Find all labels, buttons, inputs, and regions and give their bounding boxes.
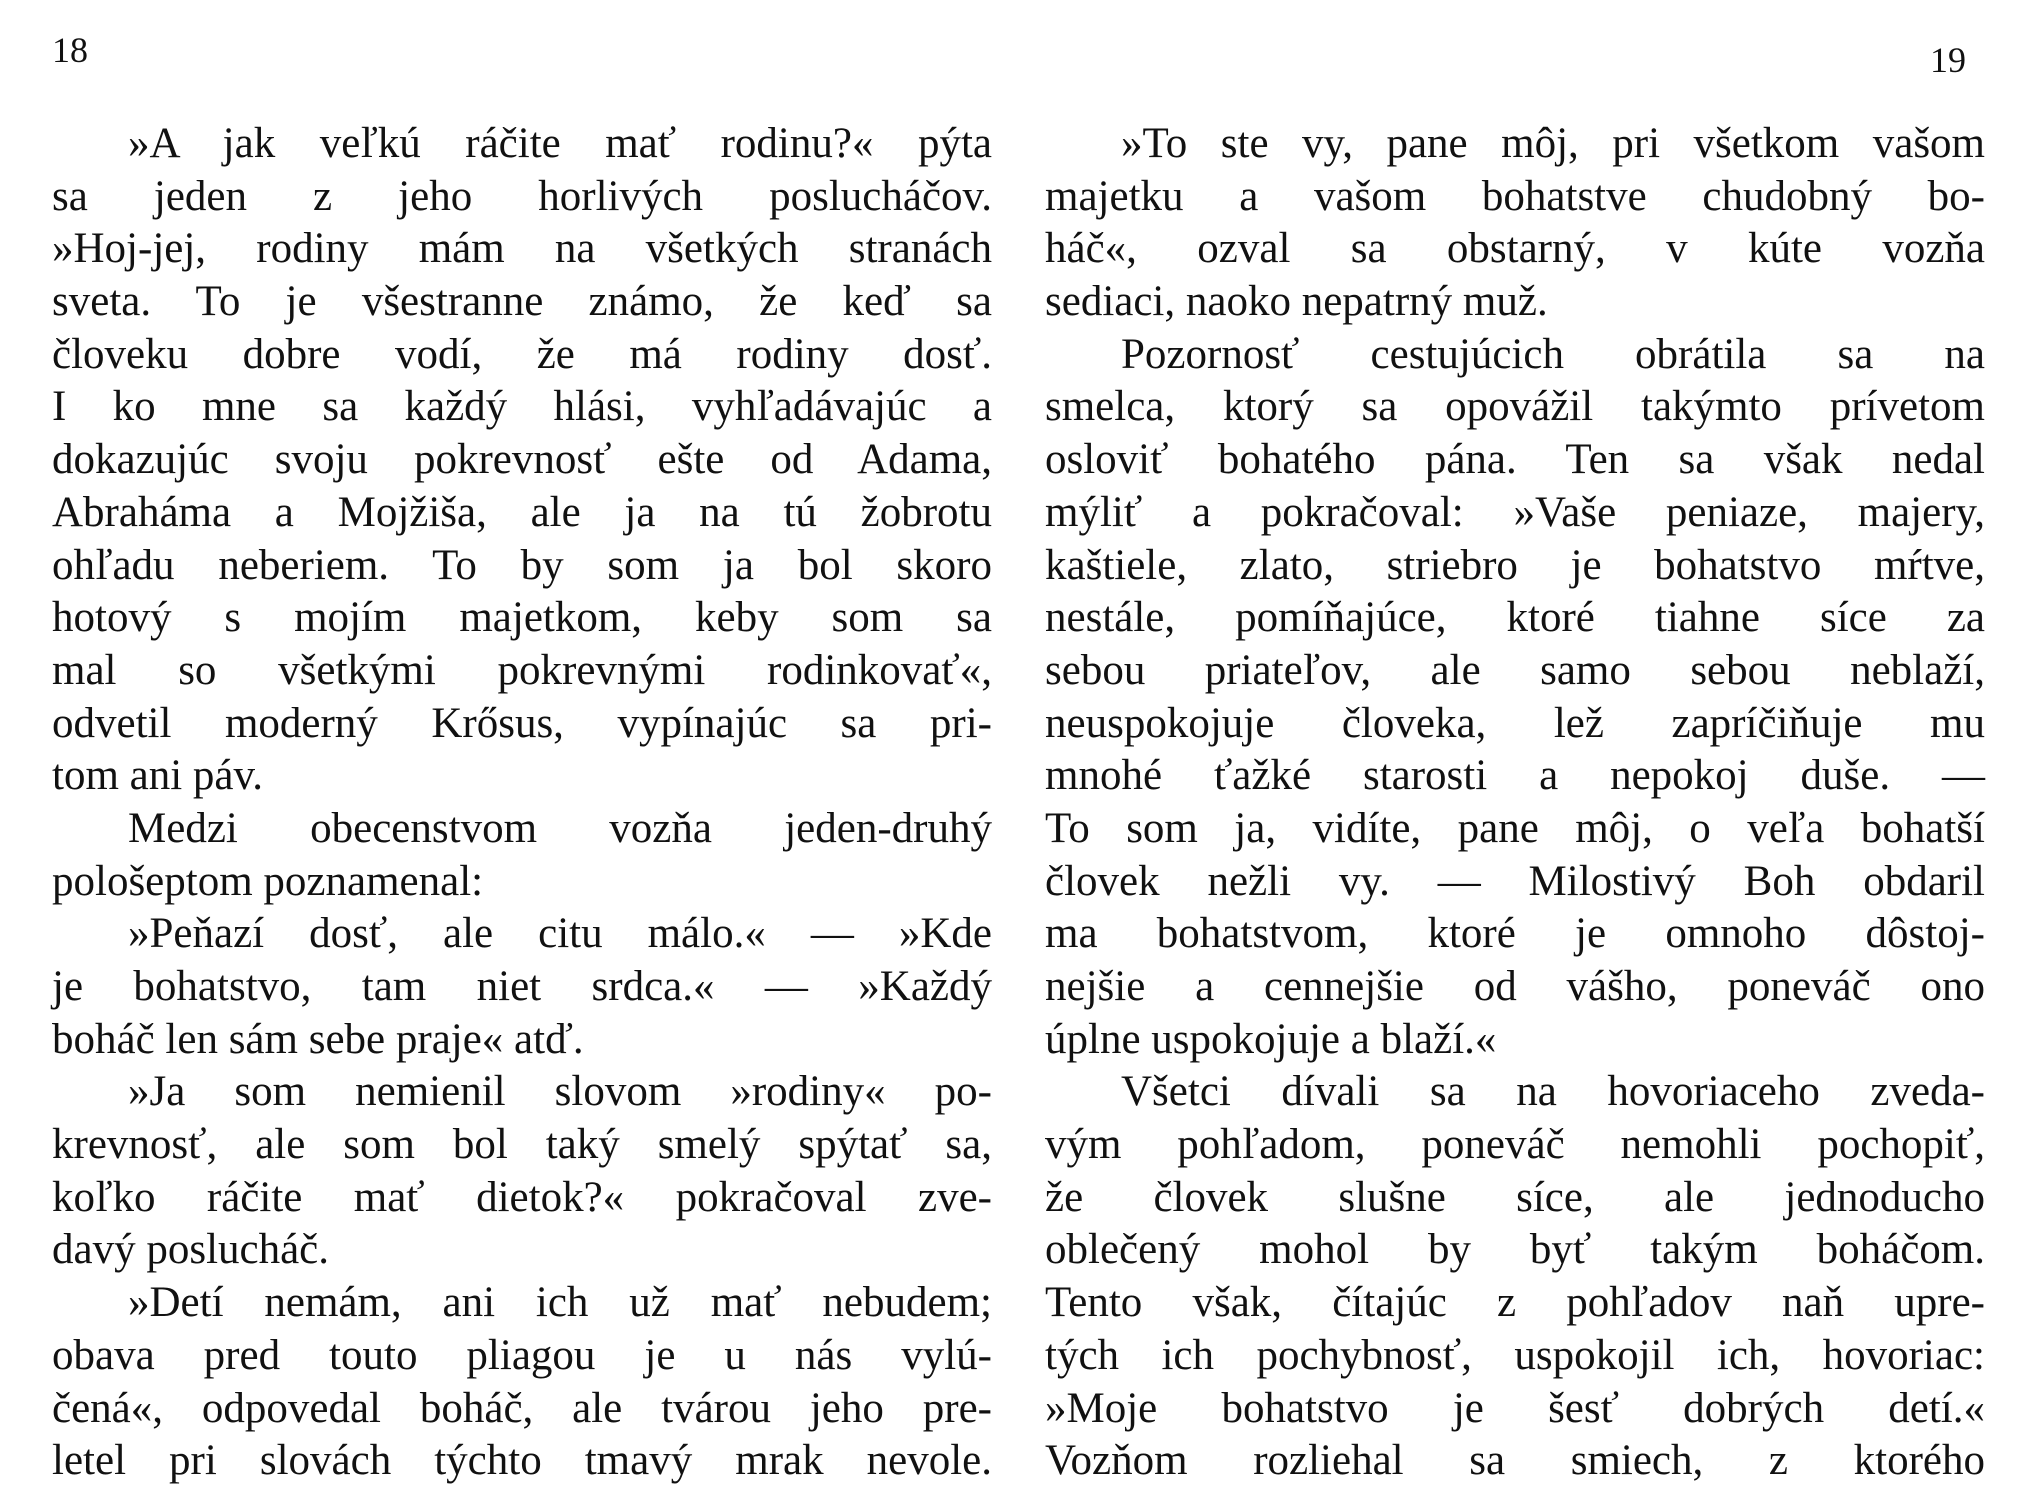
text-line: sediaci, naoko nepatrný muž. [1045, 278, 1548, 326]
text-line: letel pri slovách týchto tmavý mrak nevole. [52, 1437, 992, 1485]
text-line: sebou priateľov, ale samo sebou neblaží, [1045, 646, 1985, 694]
text-line: čená«, odpovedal boháč, ale tvárou jeho pre- [52, 1384, 992, 1432]
text-line: Pozornosť cestujúcich obrátila sa na [1121, 330, 1985, 378]
text-line: smelca, ktorý sa opovážil takýmto prívetom [1045, 383, 1985, 431]
text-line: človeku dobre vodí, že má rodiny dosť. [52, 330, 992, 378]
page-number-right: 19 [1930, 40, 1966, 80]
text-line: Vozňom rozliehal sa smiech, z ktorého [1045, 1437, 1985, 1485]
text-line: tých ich pochybnosť, uspokojil ich, hovoriac: [1045, 1331, 1985, 1379]
text-line: hotový s mojím majetkom, keby som sa [52, 594, 992, 642]
text-line: dokazujúc svoju pokrevnosť ešte od Adama, [52, 436, 992, 484]
text-line: háč«, ozval sa obstarný, v kúte vozňa [1045, 225, 1985, 273]
text-line: kaštiele, zlato, striebro je bohatstvo mŕtve, [1045, 541, 1985, 589]
text-line: »To ste vy, pane môj, pri všetkom vašom [1121, 120, 1985, 167]
text-line: človek nežli vy. — Milostivý Boh obdaril [1045, 857, 1985, 905]
text-line: Tento však, čítajúc z pohľadov naň upre- [1045, 1279, 1985, 1327]
text-line: »A jak veľkú ráčite mať rodinu?« pýta [128, 120, 992, 167]
text-line: koľko ráčite mať dietok?« pokračoval zve- [52, 1173, 992, 1221]
text-line: nejšie a cennejšie od vášho, poneváč ono [1045, 963, 1985, 1010]
text-line: krevnosť, ale som bol taký smelý spýtať sa, [52, 1121, 992, 1169]
text-line: »Moje bohatstvo je šesť dobrých detí.« [1045, 1384, 1985, 1432]
left-page-text [52, 118, 992, 1488]
text-line: oblečený mohol by byť takým boháčom. [1045, 1226, 1985, 1274]
text-line: odvetil moderný Krősus, vypínajúc sa pri- [52, 699, 992, 747]
text-line: davý poslucháč. [52, 1226, 330, 1274]
text-line: sveta. To je všestranne známo, že keď sa [52, 278, 992, 326]
text-line: mnohé ťažké starosti a nepokoj duše. — [1045, 752, 1985, 800]
right-page-text [1045, 118, 1985, 1488]
text-line: Všetci dívali sa na hovoriaceho zveda- [1121, 1068, 1985, 1116]
text-line: mýliť a pokračoval: »Vaše peniaze, majery, [1045, 488, 1985, 536]
text-line: »Detí nemám, ani ich už mať nebudem; [128, 1279, 992, 1327]
text-line: že človek slušne síce, ale jednoducho [1045, 1173, 1985, 1221]
text-line: úplne uspokojuje a blaží.« [1045, 1015, 1497, 1063]
text-line: mal so všetkými pokrevnými rodinkovať«, [52, 646, 992, 694]
text-line: »Hoj-jej, rodiny mám na všetkých stranách [52, 225, 992, 273]
text-line: pološeptom poznamenal: [52, 857, 484, 905]
text-line: »Ja som nemienil slovom »rodiny« po- [128, 1068, 992, 1116]
text-line: obava pred touto pliagou je u nás vylú- [52, 1331, 992, 1379]
text-line: tom ani páv. [52, 752, 263, 800]
text-line: je bohatstvo, tam niet srdca.« — »Každý [52, 963, 992, 1010]
text-line: I ko mne sa každý hlási, vyhľadávajúc a [52, 383, 992, 431]
text-line: ma bohatstvom, ktoré je omnoho dôstoj- [1045, 910, 1985, 958]
text-line: ohľadu neberiem. To by som ja bol skoro [52, 541, 992, 589]
text-line: majetku a vašom bohatstve chudobný bo- [1045, 172, 1985, 220]
text-line: Medzi obecenstvom vozňa jeden-druhý [128, 804, 992, 852]
text-line: Abraháma a Mojžiša, ale ja na tú žobrotu [52, 488, 992, 536]
text-line: osloviť bohatého pána. Ten sa však nedal [1045, 436, 1985, 484]
text-line: boháč len sám sebe praje« atď. [52, 1015, 584, 1063]
text-line: neuspokojuje človeka, lež zapríčiňuje mu [1045, 699, 1985, 747]
text-line: nestále, pomíňajúce, ktoré tiahne síce za [1045, 594, 1985, 642]
page-number-left: 18 [52, 30, 88, 70]
text-line: To som ja, vidíte, pane môj, o veľa bohatší [1045, 804, 1985, 852]
text-line: »Peňazí dosť, ale citu málo.« — »Kde [128, 910, 992, 958]
text-line: sa jeden z jeho horlivých poslucháčov. [52, 172, 992, 220]
text-line: vým pohľadom, poneváč nemohli pochopiť, [1045, 1121, 1985, 1169]
